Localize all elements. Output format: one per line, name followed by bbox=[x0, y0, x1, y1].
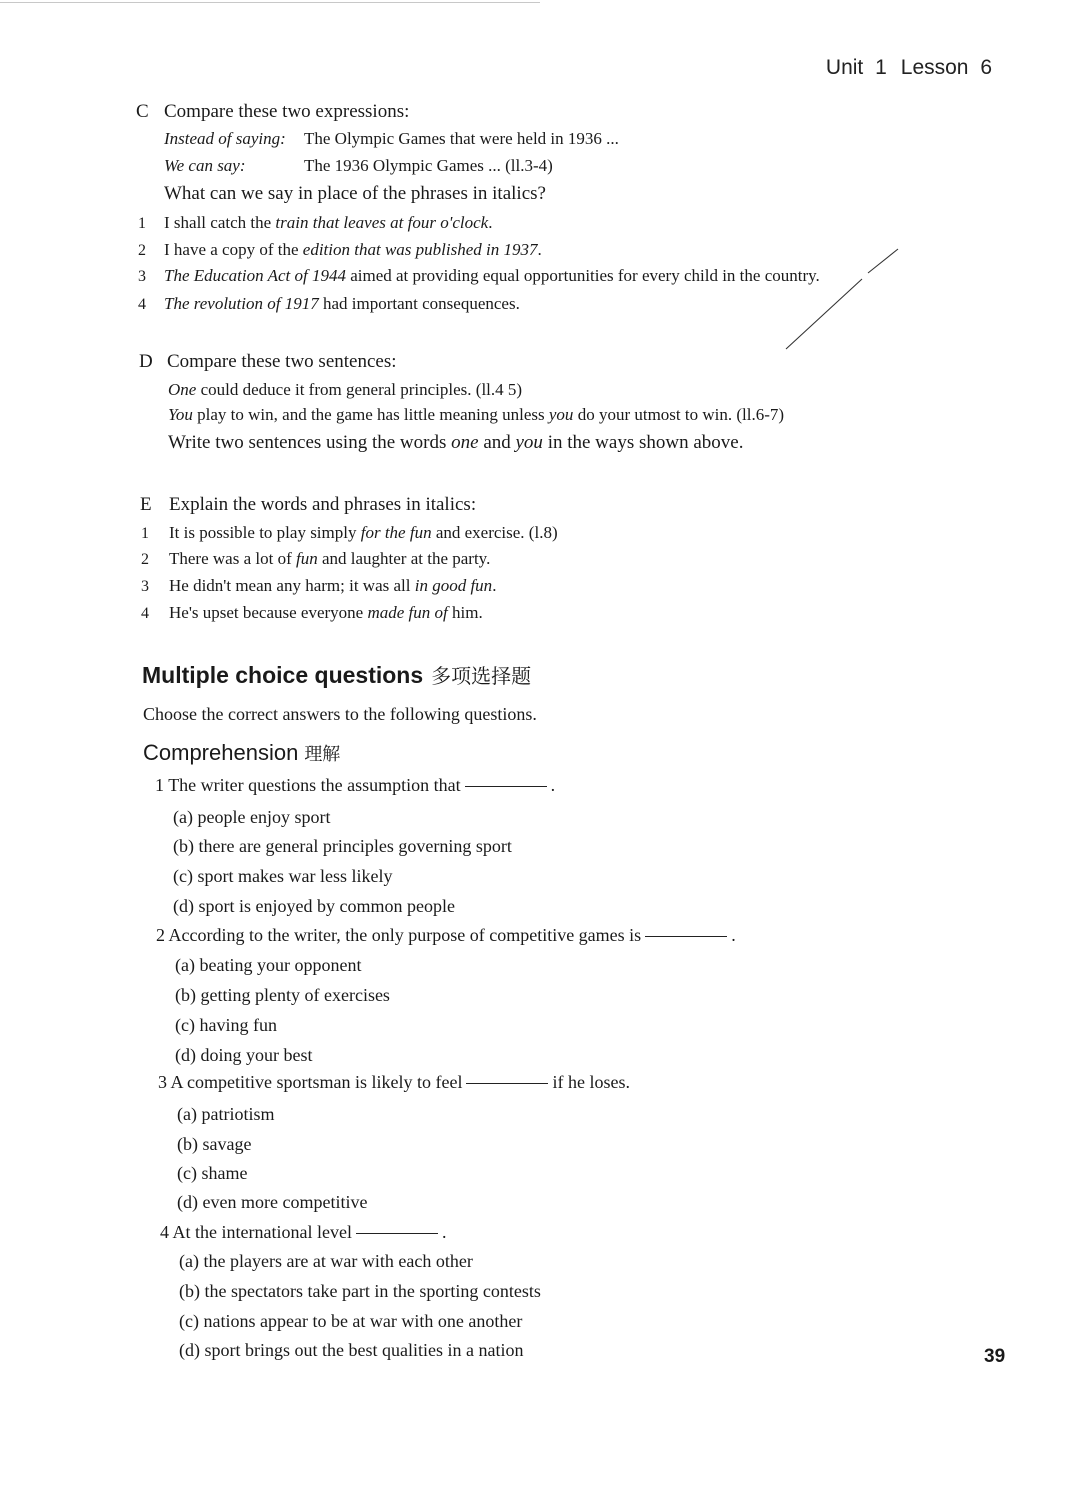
section-c-wecan bbox=[164, 156, 553, 176]
scan-edge-line bbox=[0, 2, 540, 3]
q3-option-a: (a) patriotism bbox=[177, 1104, 275, 1124]
section-d-sentence-1: One could deduce it from general principles. (ll.4 5) bbox=[168, 380, 523, 399]
question-1: 1 The writer questions the assumption that . bbox=[155, 775, 556, 795]
q4-option-c: (c) nations appear to be at war with one another bbox=[179, 1311, 523, 1331]
comprehension-subtitle: Comprehension 理解 bbox=[143, 740, 341, 765]
section-c-item-1: 1 I shall catch the train that leaves at four o'clock. bbox=[138, 213, 493, 232]
q3-option-c: (c) shame bbox=[177, 1163, 248, 1183]
page-number: 39 bbox=[984, 1346, 1006, 1367]
q1-option-a: (a) people enjoy sport bbox=[173, 807, 331, 827]
wecan-text: The 1936 Olympic Games ... (ll.3-4) bbox=[304, 156, 553, 175]
section-c-instruction: Compare these two expressions: bbox=[164, 101, 410, 122]
q2-option-d: (d) doing your best bbox=[175, 1045, 313, 1065]
q1-option-c: (c) sport makes war less likely bbox=[173, 866, 393, 886]
question-4: 4 At the international level . bbox=[160, 1222, 447, 1242]
section-c-item-2: 2 I have a copy of the edition that was published in 1937. bbox=[138, 240, 542, 259]
answer-blank bbox=[465, 786, 547, 787]
section-c-letter: C bbox=[136, 101, 149, 122]
wecan-label: We can say: bbox=[164, 156, 246, 175]
q4-option-b: (b) the spectators take part in the sporting contests bbox=[179, 1281, 541, 1301]
section-e-item-3: 3 He didn't mean any harm; it was all in good fun. bbox=[141, 576, 497, 595]
section-c-item-4: 4 The revolution of 1917 had important consequences. bbox=[138, 294, 520, 313]
unit-label: Unit 1 bbox=[825, 56, 887, 79]
answer-blank bbox=[356, 1233, 438, 1234]
question-3: 3 A competitive sportsman is likely to feel if he loses. bbox=[158, 1072, 630, 1092]
q4-option-a: (a) the players are at war with each other bbox=[179, 1251, 473, 1271]
page-header bbox=[826, 56, 992, 80]
q4-option-d: (d) sport brings out the best qualities in a nation bbox=[179, 1340, 524, 1360]
section-c-question: What can we say in place of the phrases in italics? bbox=[164, 183, 546, 204]
q2-option-b: (b) getting plenty of exercises bbox=[175, 985, 390, 1005]
q3-option-b: (b) savage bbox=[177, 1134, 252, 1154]
section-d-letter: D bbox=[139, 351, 153, 372]
instead-text: The Olympic Games that were held in 1936 ... bbox=[304, 129, 619, 148]
mcq-instruction: Choose the correct answers to the following questions. bbox=[143, 704, 537, 724]
section-e-item-2: 2 There was a lot of fun and laughter at the party. bbox=[141, 549, 491, 568]
pen-mark bbox=[780, 245, 900, 355]
q1-option-b: (b) there are general principles governing sport bbox=[173, 836, 512, 856]
section-e-instruction: Explain the words and phrases in italics: bbox=[169, 494, 477, 515]
section-d-instruction: Compare these two sentences: bbox=[167, 351, 397, 372]
section-c-instead bbox=[164, 129, 619, 149]
q1-option-d: (d) sport is enjoyed by common people bbox=[173, 896, 455, 916]
answer-blank bbox=[466, 1083, 548, 1084]
q2-option-c: (c) having fun bbox=[175, 1015, 277, 1035]
lesson-label: Lesson 6 bbox=[900, 56, 992, 79]
q3-option-d: (d) even more competitive bbox=[177, 1192, 368, 1212]
section-e-letter: E bbox=[140, 494, 152, 515]
mcq-title: Multiple choice questions 多项选择题 bbox=[142, 662, 532, 688]
section-c-item-3: 3 The Education Act of 1944 aimed at providing equal opportunities for every child in the country. bbox=[138, 266, 820, 285]
question-2: 2 According to the writer, the only purpose of competitive games is . bbox=[156, 925, 736, 945]
instead-label: Instead of saying: bbox=[164, 129, 286, 148]
section-e-item-1: 1 It is possible to play simply for the fun and exercise. (l.8) bbox=[141, 523, 558, 542]
section-d-write: Write two sentences using the words one and you in the ways shown above. bbox=[168, 432, 744, 453]
section-e-item-4: 4 He's upset because everyone made fun of him. bbox=[141, 603, 483, 622]
answer-blank bbox=[645, 936, 727, 937]
section-d-sentence-2: You play to win, and the game has little meaning unless you do your utmost to win. (ll.6-7) bbox=[168, 405, 785, 424]
q2-option-a: (a) beating your opponent bbox=[175, 955, 362, 975]
